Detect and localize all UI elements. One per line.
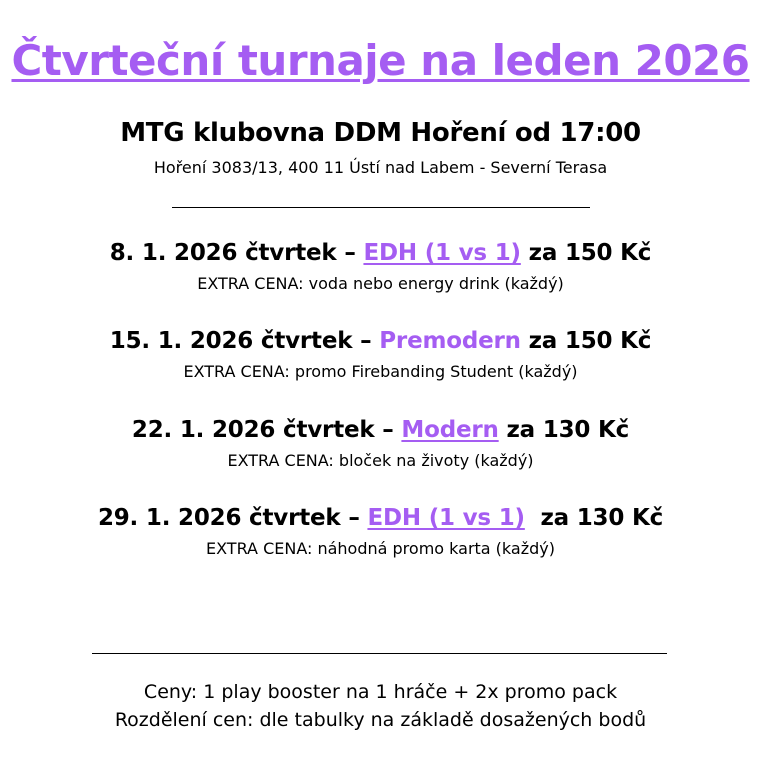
event-date: 15. 1. 2026 čtvrtek – [109, 328, 380, 354]
prizes-text: Ceny: 1 play booster na 1 hráče + 2x promo pack [143, 681, 618, 703]
event-item [0, 414, 761, 472]
event-extra-prize: EXTRA CENA: promo Firebanding Student (každý) [183, 362, 578, 381]
event-item [0, 325, 761, 383]
event-extra-prize: EXTRA CENA: bloček na životy (každý) [227, 451, 534, 470]
event-item [0, 502, 761, 560]
event-price: za 130 Kč [524, 505, 664, 531]
event-heading [0, 502, 761, 534]
prize-distribution-text: Rozdělení cen: dle tabulky na základě dosažených bodů [114, 709, 647, 731]
event-extra-prize: EXTRA CENA: náhodná promo karta (každý) [206, 539, 555, 558]
event-format-link[interactable]: Modern [401, 417, 499, 443]
event-price: za 150 Kč [520, 328, 652, 354]
event-format-link[interactable]: EDH (1 vs 1) [363, 240, 521, 266]
venue-name: MTG klubovna DDM Hoření od 17:00 [120, 118, 641, 148]
event-price: za 130 Kč [498, 417, 630, 443]
event-format: Premodern [379, 328, 521, 354]
event-date: 29. 1. 2026 čtvrtek – [97, 505, 368, 531]
event-heading [0, 237, 761, 269]
event-date: 8. 1. 2026 čtvrtek – [109, 240, 364, 266]
event-heading [0, 414, 761, 446]
event-format-link[interactable]: EDH (1 vs 1) [367, 505, 525, 531]
divider-top [172, 207, 590, 208]
page-title: Čtvrteční turnaje na leden 2026 [11, 36, 750, 85]
venue-address: Hoření 3083/13, 400 11 Ústí nad Labem - Severní Terasa [153, 158, 608, 177]
event-extra-prize: EXTRA CENA: voda nebo energy drink (každý) [197, 274, 564, 293]
event-item [0, 237, 761, 295]
divider-bottom [92, 653, 667, 654]
event-date: 22. 1. 2026 čtvrtek – [131, 417, 402, 443]
footer [0, 678, 761, 734]
event-price: za 150 Kč [520, 240, 652, 266]
event-heading [0, 325, 761, 357]
